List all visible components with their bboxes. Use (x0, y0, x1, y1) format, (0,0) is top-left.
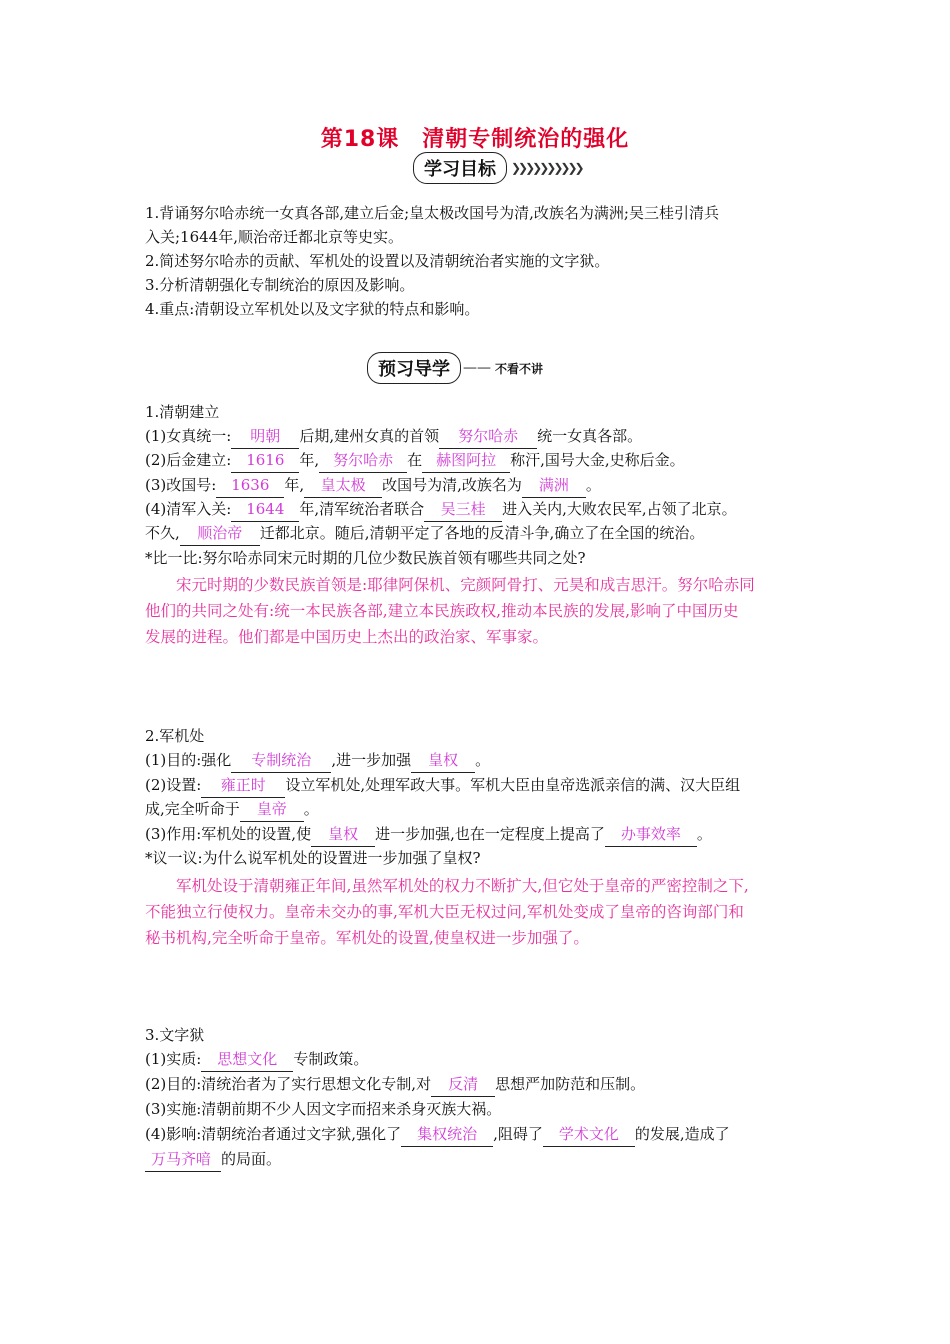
answer-blank: 皇权 (311, 822, 375, 847)
answer-blank: 集权统治 (401, 1122, 493, 1147)
answer-blank: 反清 (431, 1072, 495, 1097)
arrows-icon: ❯❯❯❯❯❯❯❯❯❯ (511, 161, 582, 175)
answer-blank: 皇太极 (304, 473, 382, 498)
answer-blank: 吴三桂 (424, 497, 502, 522)
goal-item: 1.背诵努尔哈赤统一女真各部,建立后金;皇太极改国号为清,改族名为满洲;吴三桂引清兵 (145, 204, 719, 222)
goals-banner-label: 学习目标 (413, 152, 507, 184)
fill-line: (3)改国号: 1636 年, 皇太极 改国号为清,改族名为 满洲 。 (145, 473, 815, 498)
fill-line: (3)实施:清朝前期不少人因文字而招来杀身灭族大祸。 (145, 1100, 502, 1118)
fill-line: 万马齐喑 的局面。 (145, 1147, 815, 1172)
answer-blank: 赫图阿拉 (422, 448, 510, 473)
fill-line: (3)作用:军机处的设置,使 皇权 进一步加强,也在一定程度上提高了 办事效率 。 (145, 822, 815, 847)
fill-line: (1)实质: 思想文化 专制政策。 (145, 1047, 815, 1072)
discussion-question: *议一议:为什么说军机处的设置进一步加强了皇权? (145, 849, 481, 867)
preview-banner-label: 预习导学 (367, 352, 461, 384)
preview-banner-sub: 不看不讲 (495, 361, 544, 376)
answer-blank: 皇帝 (240, 797, 304, 822)
dash-divider: —— (463, 360, 491, 376)
fill-line: (2)设置: 雍正时 设立军机处,处理军政大事。军机大臣由皇帝选派亲信的满、汉大臣组 (145, 773, 815, 798)
answer-blank: 学术文化 (543, 1122, 635, 1147)
fill-line: (4)清军入关: 1644 年,清军统治者联合 吴三桂 进入关内,大败农民军,占领了北京。 (145, 497, 815, 522)
fill-line: (2)目的:清统治者为了实行思想文化专制,对 反清 思想严加防范和压制。 (145, 1072, 815, 1097)
answer-blank: 雍正时 (201, 773, 285, 798)
section-heading: 3.文字狱 (145, 1026, 205, 1044)
answer-blank: 万马齐喑 (145, 1147, 221, 1172)
answer-blank: 努尔哈赤 (439, 424, 537, 449)
answer-blank: 思想文化 (201, 1047, 293, 1072)
fill-line: (2)后金建立: 1616 年, 努尔哈赤 在 赫图阿拉 称汗,国号大金,史称后金。 (145, 448, 815, 473)
answer-paragraph: 宋元时期的少数民族首领是:耶律阿保机、完颜阿骨打、元昊和成吉思汗。努尔哈赤同 他们的共同之处有:统一本民族各部,建立本民族政权,推动本民族的发展,影响了中国历史 发展的进程。他们都是中国历史上杰出的政治家、军事家。 (145, 576, 755, 646)
answer-blank: 1644 (231, 497, 299, 522)
answer-blank: 办事效率 (605, 822, 697, 847)
goal-item: 入关;1644年,顺治帝迁都北京等史实。 (145, 228, 403, 246)
goals-banner (413, 152, 582, 184)
fill-line: (1)女真统一: 明朝 后期,建州女真的首领 努尔哈赤 统一女真各部。 (145, 424, 815, 449)
goal-item: 4.重点:清朝设立军机处以及文字狱的特点和影响。 (145, 300, 480, 318)
fill-line: (4)影响:清朝统治者通过文字狱,强化了 集权统治 ,阻碍了 学术文化 的发展,造成了 (145, 1122, 815, 1147)
discussion-question: *比一比:努尔哈赤同宋元时期的几位少数民族首领有哪些共同之处? (145, 549, 586, 567)
answer-blank: 皇权 (411, 748, 475, 773)
fill-line: 成,完全听命于 皇帝 。 (145, 797, 815, 822)
lesson-title: 第18课 清朝专制统治的强化 (320, 127, 630, 152)
goal-item: 3.分析清朝强化专制统治的原因及影响。 (145, 276, 415, 294)
answer-blank: 1636 (216, 473, 284, 498)
fill-line: (1)目的:强化 专制统治 ,进一步加强 皇权 。 (145, 748, 815, 773)
answer-blank: 努尔哈赤 (319, 448, 407, 473)
answer-blank: 专制统治 (231, 748, 331, 773)
answer-blank: 顺治帝 (180, 521, 260, 546)
section-heading: 1.清朝建立 (145, 403, 220, 421)
answer-blank: 满洲 (522, 473, 586, 498)
fill-line: 不久, 顺治帝 迁都北京。随后,清朝平定了各地的反清斗争,确立了在全国的统治。 (145, 521, 815, 546)
answer-blank: 明朝 (231, 424, 299, 449)
answer-blank: 1616 (231, 448, 299, 473)
goal-item: 2.简述努尔哈赤的贡献、军机处的设置以及清朝统治者实施的文字狱。 (145, 252, 610, 270)
section-heading: 2.军机处 (145, 727, 205, 745)
preview-banner (367, 352, 543, 384)
answer-paragraph: 军机处设于清朝雍正年间,虽然军机处的权力不断扩大,但它处于皇帝的严密控制之下, 不能独立行使权力。皇帝未交办的事,军机大臣无权过问,军机处变成了皇帝的咨询部门和 秘书机构,完全听命于皇帝。军机处的设置,使皇权进一步加强了。 (145, 877, 749, 947)
